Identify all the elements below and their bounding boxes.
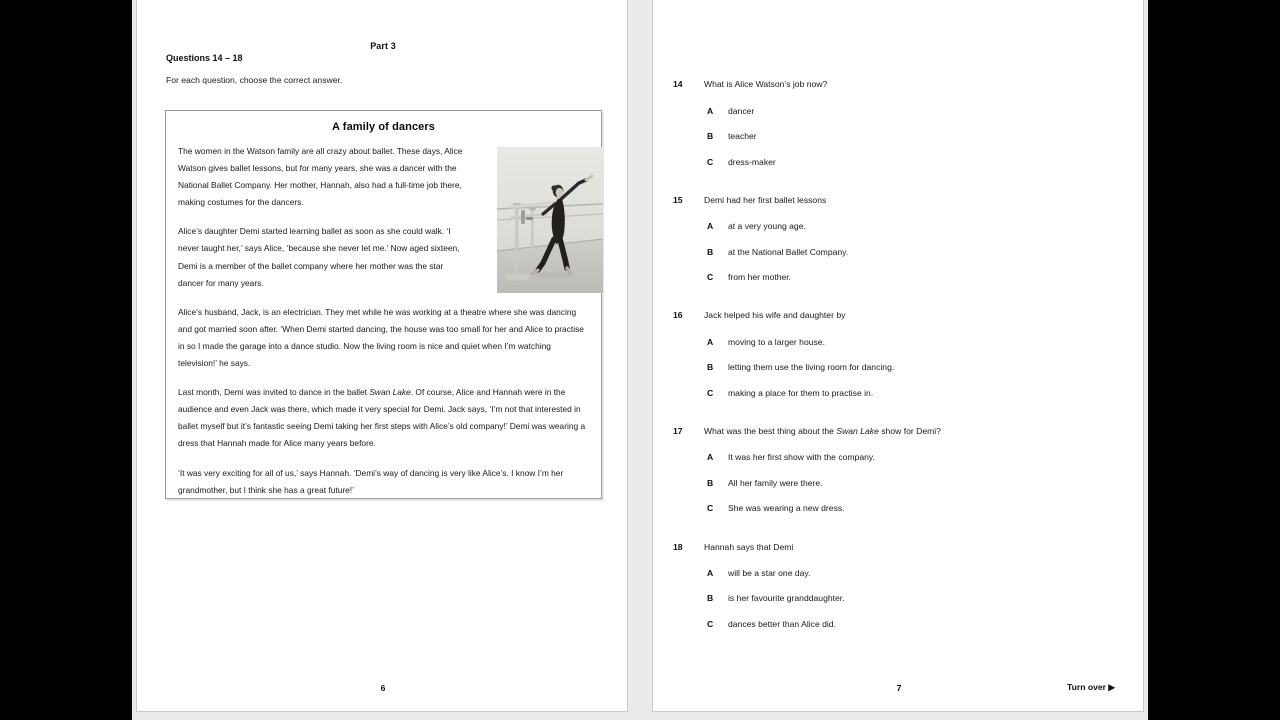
question-15-number: 15: [673, 195, 683, 205]
page-number-right: 7: [896, 683, 902, 693]
option-letter: B: [707, 478, 714, 488]
question-17-number: 17: [673, 426, 683, 436]
passage-paragraph-5: ‘It was very exciting for all of us,’ says Hannah. ‘Demi’s way of dancing is very like Alice’s. I know I’m her grandmother, but I think she has a great future!’: [178, 467, 564, 495]
turn-over-label: Turn over ▶: [1067, 682, 1115, 692]
option-label: will be a star one day.: [728, 568, 811, 578]
option-label: teacher: [728, 131, 757, 141]
option-letter: A: [707, 337, 714, 347]
question-17-text-pre: What was the best thing about the: [704, 426, 837, 436]
passage-body: [178, 143, 591, 511]
question-17-text-post: show for Demi?: [878, 426, 941, 436]
question-14-text: What is Alice Watson’s job now?: [704, 79, 828, 89]
page-number-left: 6: [380, 683, 386, 693]
instruction-text: For each question, choose the correct answer.: [166, 75, 343, 85]
option-label: dances better than Alice did.: [728, 619, 836, 629]
option-letter: A: [707, 106, 714, 116]
option-label: letting them use the living room for dancing.: [728, 362, 895, 372]
option-label: dress-maker: [728, 157, 776, 167]
questions-range-heading: Questions 14 – 18: [166, 53, 243, 63]
option-label: making a place for them to practise in.: [728, 388, 874, 398]
option-letter: A: [707, 452, 714, 462]
reading-passage-box: [165, 110, 602, 499]
page-right: [652, 0, 1144, 712]
option-label: It was her first show with the company.: [728, 452, 875, 462]
option-letter: A: [707, 568, 714, 578]
passage-paragraph-4: [178, 384, 591, 452]
ballet-dancer-photo: [497, 147, 603, 293]
option-label: She was wearing a new dress.: [728, 503, 845, 513]
option-letter: B: [707, 593, 714, 603]
option-letter: C: [707, 619, 714, 629]
passage-paragraph-2: Alice’s daughter Demi started learning ballet as soon as she could walk. ‘I never taught her,’ says Alice, ‘because she never let me.’ Now aged sixteen, Demi is a member of the ballet company where her mother was the star dancer for many years.: [178, 226, 460, 288]
part-heading: Part 3: [370, 41, 396, 51]
option-label: All her family were there.: [728, 478, 823, 488]
option-label: at the National Ballet Company.: [728, 247, 849, 257]
option-label: at a very young age.: [728, 221, 806, 231]
question-16-text: Jack helped his wife and daughter by: [704, 310, 846, 320]
passage-title: A family of dancers: [332, 121, 435, 133]
question-16-number: 16: [673, 310, 683, 320]
option-letter: A: [707, 221, 714, 231]
question-15-text: Demi had her first ballet lessons: [704, 195, 827, 205]
option-label: dancer: [728, 106, 755, 116]
question-18-text: Hannah says that Demi: [704, 542, 794, 552]
passage-paragraph-4-post: . Of course, Alice and Hannah were in the audience and even Jack was there, which made it very special for Demi. Jack says, ‘I’m not that interested in ballet myself but it’s fantastic seeing Demi taking her first steps with Alice’s old company!’ Demi was wearing a dress that Hannah made for Alice many years before.: [178, 387, 586, 449]
swan-lake-title-question: Swan Lake: [836, 426, 879, 436]
question-17-text: [704, 426, 1124, 436]
passage-paragraph-4-pre: Last month, Demi was invited to dance in the ballet: [178, 387, 370, 398]
option-label: from her mother.: [728, 272, 792, 282]
option-letter: C: [707, 272, 714, 282]
option-letter: C: [707, 388, 714, 398]
question-14-number: 14: [673, 79, 683, 89]
question-18-number: 18: [673, 542, 683, 552]
option-label: is her favourite granddaughter.: [728, 593, 845, 603]
passage-paragraph-3: Alice’s husband, Jack, is an electrician. They met while he was working at a theatre where she was dancing and got married soon after. ‘When Demi started dancing, the house was too small for her and Alice to practise in so I made the garage into a dance studio. Now the living room is nice and quiet when I’m watching television!’ he says.: [178, 306, 584, 369]
option-letter: C: [707, 503, 714, 513]
page-left: [136, 0, 628, 712]
option-letter: B: [707, 247, 714, 257]
passage-paragraph-1: The women in the Watson family are all crazy about ballet. These days, Alice Watson gives ballet lessons, but for many years, she was a dancer with the National Ballet Company. Her mother, Hannah, also had a full-time job there, making costumes for the dancers.: [178, 146, 463, 208]
option-letter: C: [707, 157, 714, 167]
option-letter: B: [707, 362, 714, 372]
option-label: moving to a larger house.: [728, 337, 825, 347]
swan-lake-title-passage: Swan Lake: [369, 387, 411, 398]
option-letter: B: [707, 131, 714, 141]
